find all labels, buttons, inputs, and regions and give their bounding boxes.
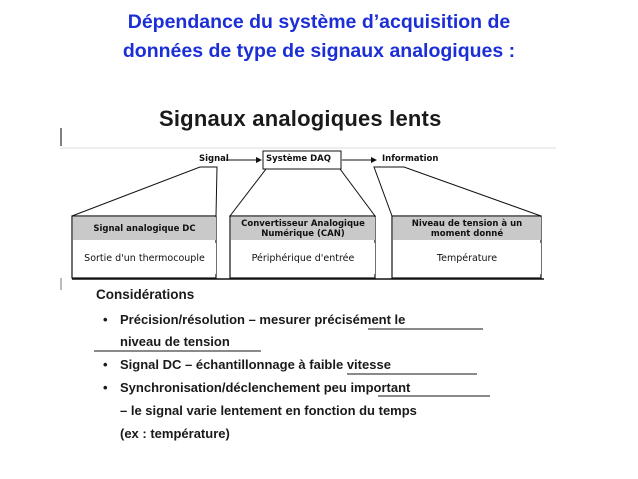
bullet-2-text: Signal DC – échantillonnage — [120, 357, 299, 372]
bullet-2-underlined: à faible vitesse — [298, 357, 391, 372]
flow-input-label: Signal — [199, 154, 229, 164]
bullet-dot: • — [103, 380, 108, 395]
flow-output-label: Information — [382, 154, 439, 164]
bullet-dot: • — [103, 312, 108, 327]
column-3-top: Niveau de tension à un moment donné — [393, 217, 541, 240]
bullet-3-underlined: peu important — [323, 380, 411, 395]
diagram-heading: Signaux analogiques lents — [159, 106, 442, 131]
bullet-3-text: Synchronisation/déclenchement — [120, 380, 324, 395]
bullet-3-line1 — [120, 380, 410, 395]
bullet-3-line2: – le signal varie lentement en fonction du temps — [120, 403, 417, 418]
column-2-bottom: Périphérique d'entrée — [231, 243, 375, 274]
bullet-1-line2: niveau de tension — [120, 334, 230, 349]
bullet-1-text: Précision/résolution – mesurer — [120, 312, 315, 327]
column-3-bottom: Température — [393, 243, 541, 274]
slide-title-line1: Dépendance du système d’acquisition de — [127, 11, 511, 33]
column-2-top: Convertisseur Analogique Numérique (CAN) — [231, 217, 375, 240]
bullet-dot: • — [103, 357, 108, 372]
bullet-2 — [120, 357, 391, 372]
flow-system-label: Système DAQ — [266, 154, 331, 164]
column-1-bottom: Sortie d'un thermocouple — [73, 243, 216, 274]
slide-title — [0, 8, 638, 66]
considerations-title: Considérations — [96, 287, 195, 302]
column-1-top: Signal analogique DC — [73, 217, 216, 240]
bullet-1-line1 — [120, 312, 405, 327]
slide-title-line2: données de type de signaux analogiques : — [122, 40, 516, 62]
bullet-3-line3: (ex : température) — [120, 426, 230, 441]
bullet-1-underlined: précisément le — [314, 312, 406, 327]
